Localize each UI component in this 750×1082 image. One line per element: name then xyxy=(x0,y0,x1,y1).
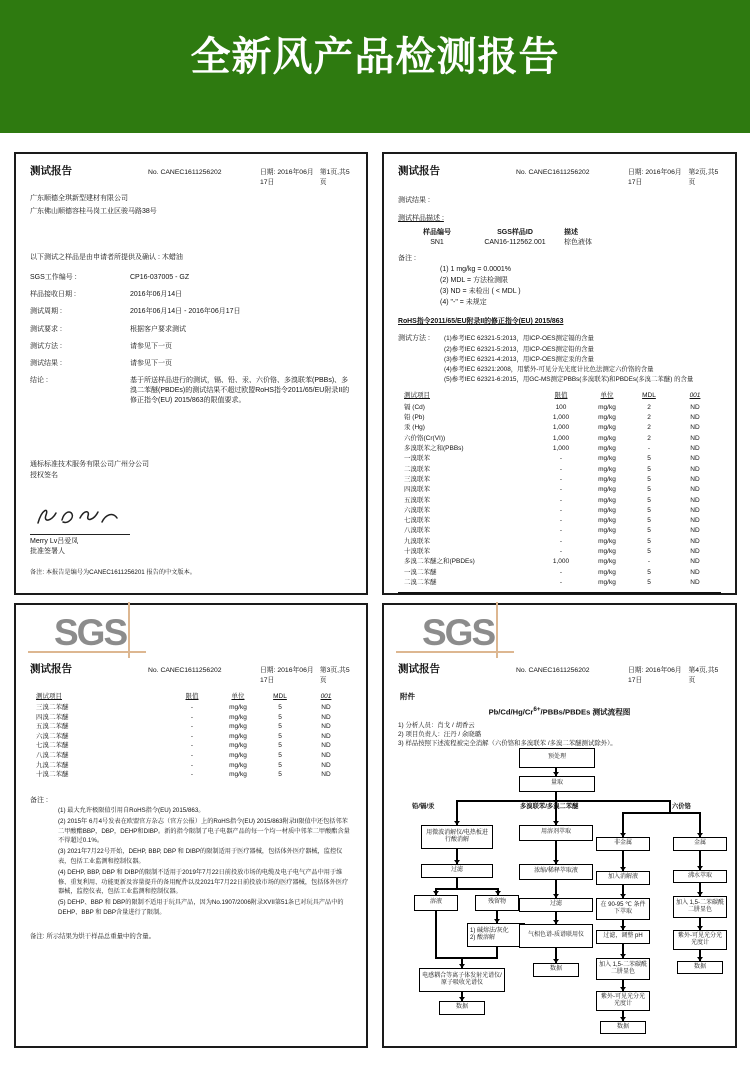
flow-node: 紫外-可见光分光光度计 xyxy=(673,930,727,950)
info-label: 测试周期 : xyxy=(30,308,62,316)
flow-node: 数据 xyxy=(533,963,579,977)
table-row: 铅 (Pb) 1,000 mg/kg 2 ND xyxy=(404,414,700,422)
report-number: No. CANEC1611256202 xyxy=(148,169,222,176)
info-value: 2016年06月14日 - 2016年06月17日 xyxy=(130,308,241,316)
results-table-header: 测试项目 限值 单位 MDL 001 xyxy=(404,392,701,400)
flow-node: 紫外-可见光分光光度计 xyxy=(596,991,650,1011)
flow-node: 用微波消解仪/电热板进行酸消解 xyxy=(421,825,493,849)
table-row: 八溴联苯 - mg/kg 5 ND xyxy=(404,527,700,535)
banner xyxy=(0,0,750,133)
flow-node: 沸水萃取 xyxy=(673,870,727,883)
sample-row: SN1 CAN16-112562.001 棕色液体 xyxy=(430,239,592,247)
table-row: 九溴二苯醚 - mg/kg 5 ND xyxy=(36,761,331,769)
table-row: 六价铬(Cr(VI)) 1,000 mg/kg 2 ND xyxy=(404,434,700,442)
report-number: No. CANEC1611256202 xyxy=(516,169,590,176)
methods-block xyxy=(398,334,721,385)
method-line: (1)参考IEC 62321-5:2013，用ICP-OES测定镉的含量 xyxy=(444,335,594,343)
info-value: 2016年06月14日 xyxy=(130,291,183,299)
notes-label: 备注 : xyxy=(398,255,416,263)
test-flowchart xyxy=(384,605,735,1046)
table-row: 四溴联苯 - mg/kg 5 ND xyxy=(404,486,700,494)
banner-title: 全新风产品检测报告 xyxy=(190,35,560,79)
report-title: 测试报告 xyxy=(30,165,72,177)
info-row xyxy=(30,325,352,335)
signature-image xyxy=(30,503,130,535)
flow-node: 数据 xyxy=(439,1001,485,1015)
flow-node: 电感耦合等离子体发射光谱仪/原子吸收光谱仪 xyxy=(419,968,505,992)
flow-node: 1) 碱熔法/灰化 2) 酸溶解 xyxy=(467,923,525,947)
table-row: 七溴联苯 - mg/kg 5 ND xyxy=(404,517,700,525)
report-page-2 xyxy=(382,152,737,595)
table-row: 一溴联苯 - mg/kg 5 ND xyxy=(404,455,700,463)
col-sample-no: 样品编号 xyxy=(423,228,451,236)
table-row: 六溴二苯醚 - mg/kg 5 ND xyxy=(36,732,331,740)
table-row: 镉 (Cd) 100 mg/kg 2 ND xyxy=(404,403,700,411)
page-header xyxy=(398,164,721,188)
results-table xyxy=(398,403,721,588)
preline: 1) 分析人员：肖戈 / 胡香云 xyxy=(398,722,475,730)
page-header xyxy=(30,662,352,686)
company-address: 广东佛山顺德容桂马岗工业区骏马路38号 xyxy=(30,207,157,215)
info-value: 请参见下一页 xyxy=(130,342,172,350)
table-row: 十溴二苯醚 - mg/kg 5 ND xyxy=(36,771,331,779)
report-title: 测试报告 xyxy=(30,663,72,675)
table-row: 十溴联苯 - mg/kg 5 ND xyxy=(404,547,700,555)
report-date: 日期: 2016年06月17日 xyxy=(260,169,314,186)
preline: 3) 样品按照下述流程被完全消解（六价铬和多溴联苯 /多溴二苯醚测试除外）。 xyxy=(398,740,617,748)
flow-node: 加入消解液 xyxy=(596,871,650,885)
flow-node: 金属 xyxy=(673,837,727,851)
info-row xyxy=(30,359,352,369)
rohs-heading: RoHS指令2011/65/EU附录II的修正指令(EU) 2015/863 xyxy=(398,318,564,326)
flow-node: 气相色谱-质谱联用仪 xyxy=(519,924,593,948)
sample-declaration: 以下测试之样品是由申请者所提供及确认 : 木蜡油 xyxy=(30,253,183,261)
auth-label: 授权签名 xyxy=(30,471,58,479)
info-value: 基于所送样品进行的测试，镉、铅、汞、六价铬、多溴联苯(PBBs)、多溴二苯醚(PBDEs)的测试结果不超过欧盟RoHS指令2011/65/EU附录II的修正指令(EU) 2015/863的限值要求。 xyxy=(130,376,350,405)
notes-label: 备注 : xyxy=(30,796,48,804)
flow-node: 用溶剂萃取 xyxy=(519,825,593,841)
results-label: 测试结果 : xyxy=(398,196,430,204)
company-name: 广东顺德全琪新型建材有限公司 xyxy=(30,194,128,202)
col-sgs-id: SGS样品ID xyxy=(497,228,533,236)
table-bottom-rule xyxy=(398,592,721,594)
note-paragraph: (5) DEHP、BBP 和 DBP的限制不适用于玩具产品，因为No.1907/2006附录XVII第51条已对玩具产品中的DEHP、BBP 和 DBP含量进行了限制。 xyxy=(58,899,344,916)
note-line: (3) ND = 未检出 ( < MDL ) xyxy=(440,288,521,296)
branch-label: 铅/镉/汞 xyxy=(412,803,435,810)
info-value: 请参见下一页 xyxy=(130,359,172,367)
flow-node: 过滤 xyxy=(421,864,493,878)
flow-node: 溶液 xyxy=(414,895,458,911)
report-page-1 xyxy=(14,152,368,595)
info-label: 测试方法 : xyxy=(30,342,62,350)
page-number: 第4页,共5页 xyxy=(688,667,719,684)
report-date: 日期: 2016年06月17日 xyxy=(628,169,682,186)
flow-node: 加入 1,5-二苯碳酰二肼显色 xyxy=(596,958,650,980)
table-row: 汞 (Hg) 1,000 mg/kg 2 ND xyxy=(404,424,700,432)
flow-node: 在 90-95 ℃ 条件下萃取 xyxy=(596,898,650,920)
flow-node: 非金属 xyxy=(596,837,650,851)
method-line: (3)参考IEC 62321-4:2013，用ICP-OES测定汞的含量 xyxy=(444,355,594,363)
report-page-3 xyxy=(14,603,368,1048)
branch-label: 多溴联苯/多溴二苯醚 xyxy=(520,803,579,810)
info-label: 样品接收日期 : xyxy=(30,291,76,299)
flow-node: 过滤 xyxy=(519,898,593,912)
note-line: (2) MDL = 方法检测限 xyxy=(440,277,508,285)
report-page-4 xyxy=(382,603,737,1048)
flow-node: 数据 xyxy=(600,1021,646,1034)
table-row: 多溴联苯之和(PBBs) 1,000 mg/kg - ND xyxy=(404,445,700,453)
table-row: 三溴二苯醚 - mg/kg 5 ND xyxy=(36,704,331,712)
results-table xyxy=(30,703,352,780)
note-paragraph: (1) 最大允许极限值引用自RoHS指令(EU) 2015/863。 xyxy=(58,807,205,814)
signer-name: Merry Lv吕爱凤 xyxy=(30,537,79,545)
flowchart-title: $Pb/Cd/Hg/Cr^{6+}/PBBs$/PBDEs 测试流程图 xyxy=(488,705,631,717)
info-label: 测试结果 : xyxy=(30,359,62,367)
flow-node: 残留物 xyxy=(475,895,519,911)
info-label: 测试要求 : xyxy=(30,325,62,333)
report-date: 日期: 2016年06月17日 xyxy=(260,667,314,684)
table-row: 多溴二苯醚之和(PBDEs) 1,000 mg/kg - ND xyxy=(404,558,700,566)
attachment-label: 附件 xyxy=(400,691,415,701)
page1-footnote: 备注: 本报告是编号为CANEC1611256201 报告的中文版本。 xyxy=(30,569,196,577)
note-line: (4) "-" = 未规定 xyxy=(440,299,487,307)
info-row xyxy=(30,273,352,283)
flow-node: 加入 1,5-二苯碳酰二肼显色 xyxy=(673,896,727,918)
methods-label: 测试方法 : xyxy=(398,335,430,343)
results-table-header: 测试项目 限值 单位 MDL 001 xyxy=(36,692,332,700)
table-row: 九溴联苯 - mg/kg 5 ND xyxy=(404,537,700,545)
table-row: 六溴联苯 - mg/kg 5 ND xyxy=(404,506,700,514)
note-paragraph: (4) DEHP, BBP, DBP 和 DIBP的限制不适用于2019年7月22日前投放市场的电缆及电子电气产品中用于维修、重复利用、功能更新及容量提升的备用配件以及2021年7月22日前投放市场的医疗器械，包括体外医疗器械，监控仪表，包括工业监测和控制仪器。 xyxy=(58,868,349,896)
table-row: 四溴二苯醚 - mg/kg 5 ND xyxy=(36,713,331,721)
sgs-logo: SGS xyxy=(408,614,518,656)
note-paragraph: (3) 2021年7月22号开始，DEHP, BBP, DBP 和 DIBP的限制适用于医疗器械，包括体外医疗器械，监控仪表，包括工业监测和控制仪器。 xyxy=(58,848,343,865)
sgs-logo: SGS xyxy=(40,614,150,656)
page-number: 第3页,共5页 xyxy=(319,667,350,684)
flow-node: 量取 xyxy=(519,776,595,792)
info-row xyxy=(30,376,352,406)
method-line: (4)参考IEC 62321:2008，用紫外-可见分光光度计比色法测定六价铬的含量 xyxy=(444,366,654,373)
flow-node: 数据 xyxy=(677,961,723,974)
table-row: 二溴联苯 - mg/kg 5 ND xyxy=(404,465,700,473)
table-row: 七溴二苯醚 - mg/kg 5 ND xyxy=(36,742,331,750)
signer-role: 批准签署人 xyxy=(30,547,65,555)
info-label: 结论 : xyxy=(30,376,48,384)
flow-node: 过滤，调整 pH xyxy=(596,930,650,944)
info-row xyxy=(30,342,352,352)
report-info-list xyxy=(30,273,352,406)
info-label: SGS工作编号 : xyxy=(30,274,77,282)
report-number: No. CANEC1611256202 xyxy=(516,667,590,674)
page-number: 第1页,共5页 xyxy=(319,169,350,186)
note-paragraph: (2) 2015年 6月4号发表在欧盟官方杂志（官方公报）上的RoHS指令(EU) 2015/863附录II限值中还包括邻苯二甲酸酯BBP，DBP，DEHP和DIBP。新的指令限制了电子电器产品的每一个均一材质中邻苯二甲酸酯含量不得超过0.1%。 xyxy=(58,817,350,845)
info-row xyxy=(30,290,352,300)
method-line: (5)参考IEC 62321-6:2015，用GC-MS测定PBBs(多溴联苯)和PBDEs(多溴二苯醚) 的含量 xyxy=(444,376,694,384)
report-title: 测试报告 xyxy=(398,165,440,177)
sample-table xyxy=(408,228,721,248)
table-row: 三溴联苯 - mg/kg 5 ND xyxy=(404,475,700,483)
table-row: 一溴二苯醚 - mg/kg 5 ND xyxy=(404,568,700,576)
preline: 2) 项目负责人：汪丹 / 余晓璐 xyxy=(398,731,482,739)
notes-block xyxy=(398,254,721,308)
info-value: 根据客户要求测试 xyxy=(130,325,186,333)
report-title: 测试报告 xyxy=(398,663,440,675)
note-line: (1) 1 mg/kg = 0.0001% xyxy=(440,266,512,274)
col-description: 描述 xyxy=(564,228,578,236)
lab-name: 通标标准技术服务有限公司广州分公司 xyxy=(30,461,149,469)
logo-crossline xyxy=(128,602,130,658)
branch-label: 六价铬 xyxy=(672,803,691,810)
table-row: 八溴二苯醚 - mg/kg 5 ND xyxy=(36,752,331,760)
signature-block xyxy=(30,503,140,557)
method-line: (2)参考IEC 62321-5:2013，用ICP-OES测定铅的含量 xyxy=(444,345,594,353)
final-note: 备注: 所示结果为烘干样品总重量中的含量。 xyxy=(30,932,155,940)
table-row: 五溴二苯醚 - mg/kg 5 ND xyxy=(36,723,331,731)
notes-block xyxy=(30,796,352,918)
page-header xyxy=(30,164,352,188)
table-row: 二溴二苯醚 - mg/kg 5 ND xyxy=(404,578,700,586)
sample-desc-label: 测试样品描述 : xyxy=(398,214,444,222)
info-row xyxy=(30,307,352,317)
flow-node: 浓缩/稀释萃取液 xyxy=(519,864,593,880)
info-value: CP16-037005 - GZ xyxy=(130,274,190,282)
table-row: 五溴联苯 - mg/kg 5 ND xyxy=(404,496,700,504)
report-date: 日期: 2016年06月17日 xyxy=(628,667,682,684)
flow-node: 预处理 xyxy=(519,748,595,768)
page-number: 第2页,共5页 xyxy=(688,169,719,186)
report-number: No. CANEC1611256202 xyxy=(148,667,222,674)
